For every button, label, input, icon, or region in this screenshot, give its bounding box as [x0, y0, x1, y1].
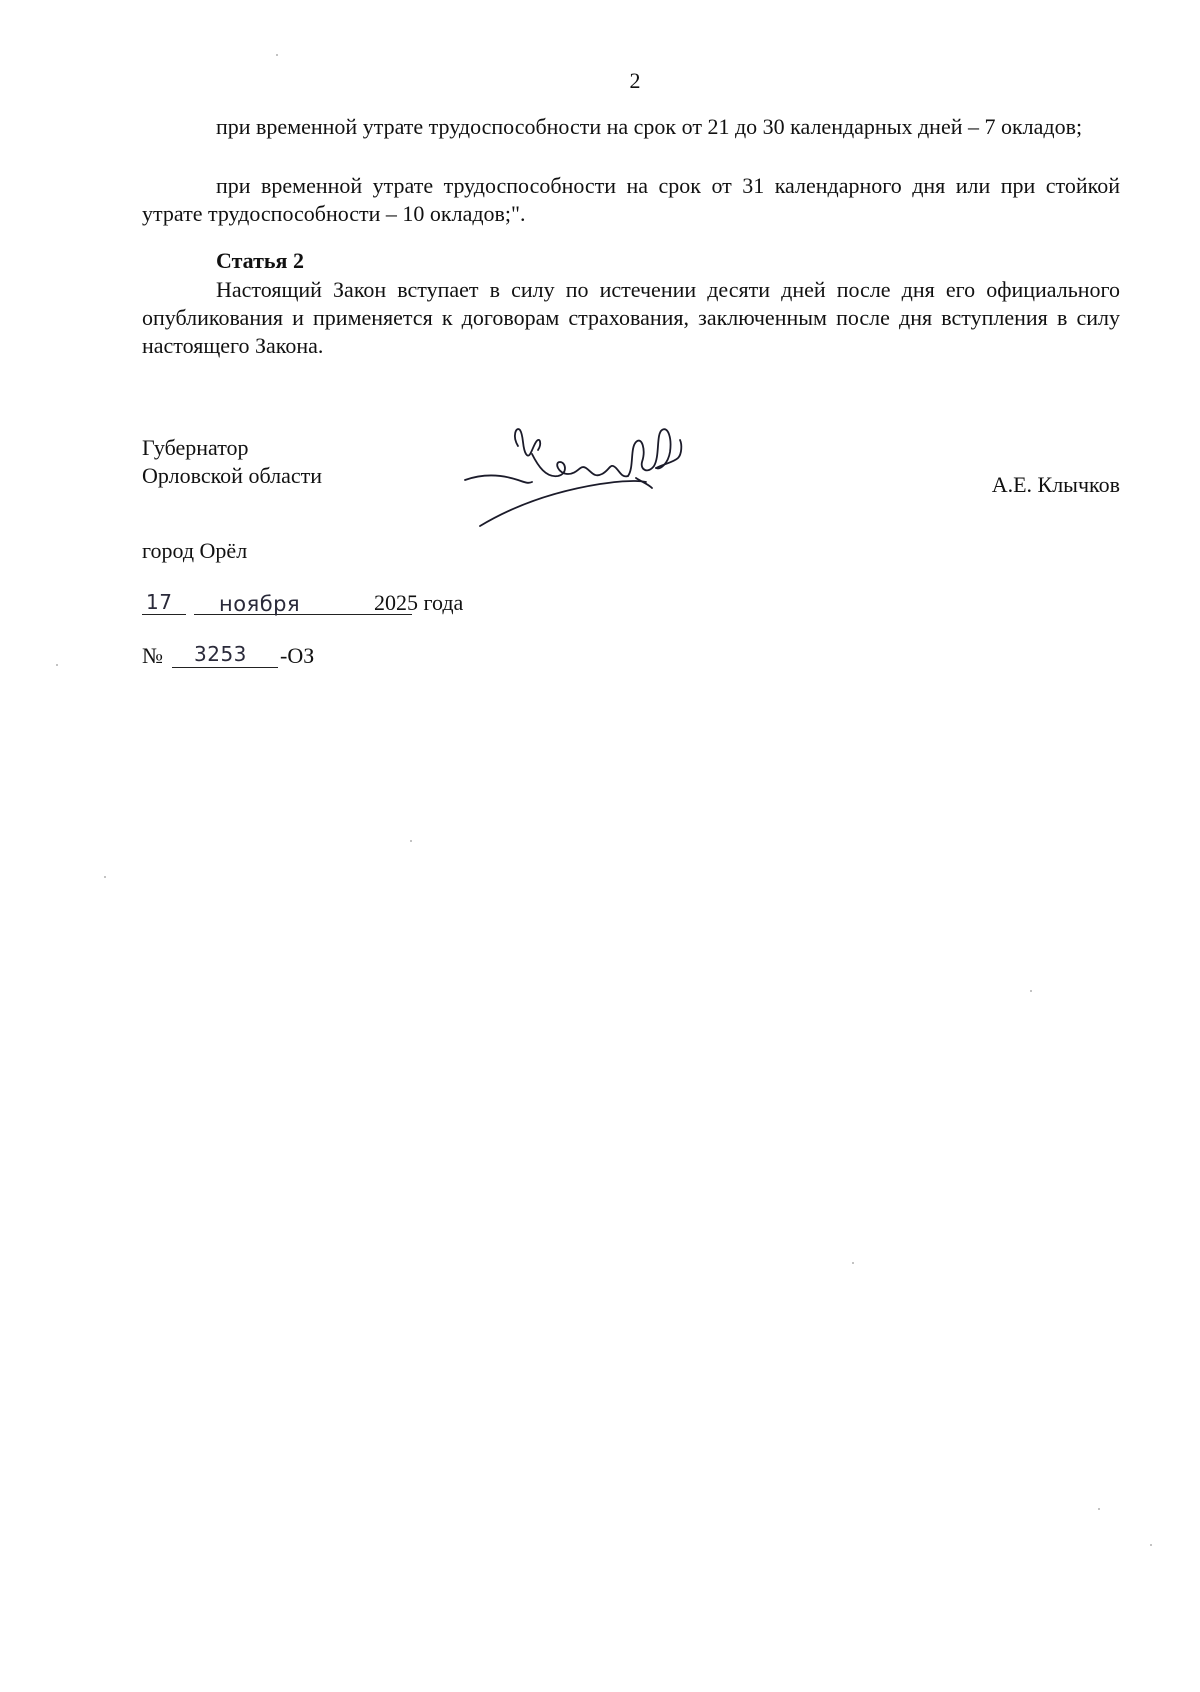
signer-title-line2: Орловской области: [142, 463, 322, 488]
scan-speck: [410, 840, 412, 842]
date-month: ноября: [219, 592, 301, 616]
signer-name: А.Е. Клычков: [991, 472, 1120, 497]
scan-speck: [56, 664, 58, 666]
signer-title-line1: Губернатор: [142, 435, 249, 460]
handwritten-signature: [460, 418, 690, 530]
signing-date: [142, 588, 602, 624]
date-year: 2025 года: [374, 590, 464, 615]
law-number-suffix: -ОЗ: [280, 643, 315, 668]
scan-speck: [852, 1262, 854, 1264]
paragraph-temporary-disability-21-30: [142, 113, 1120, 141]
law-number: [142, 641, 502, 677]
scan-speck: [104, 876, 106, 878]
date-day: 17: [146, 590, 173, 614]
signer-title: [142, 434, 322, 490]
paragraph-temporary-disability-31: [142, 172, 1120, 228]
scan-speck: [276, 54, 278, 56]
place-of-signing: город Орёл: [142, 538, 248, 563]
article-heading: Статья 2: [216, 248, 304, 273]
law-number-value: 3253: [194, 642, 247, 666]
article-text: Настоящий Закон вступает в силу по истечении десяти дней после дня его официального опубликования и применяется к договорам страхования, заключенным после дня вступления в силу настоящего Закона.: [142, 277, 1120, 358]
scan-speck: [1098, 1508, 1100, 1510]
article-body: [142, 276, 1120, 360]
paragraph-text: при временной утрате трудоспособности на срок от 31 календарного дня или при стойкой утрате трудоспособности – 10 окладов;".: [142, 173, 1120, 226]
paragraph-text: при временной утрате трудоспособности на срок от 21 до 30 календарных дней – 7 окладов;: [216, 114, 1083, 139]
number-sign: №: [142, 643, 163, 668]
scan-speck: [1030, 990, 1032, 992]
page-number: 2: [629, 68, 641, 93]
scan-speck: [1150, 1544, 1152, 1546]
